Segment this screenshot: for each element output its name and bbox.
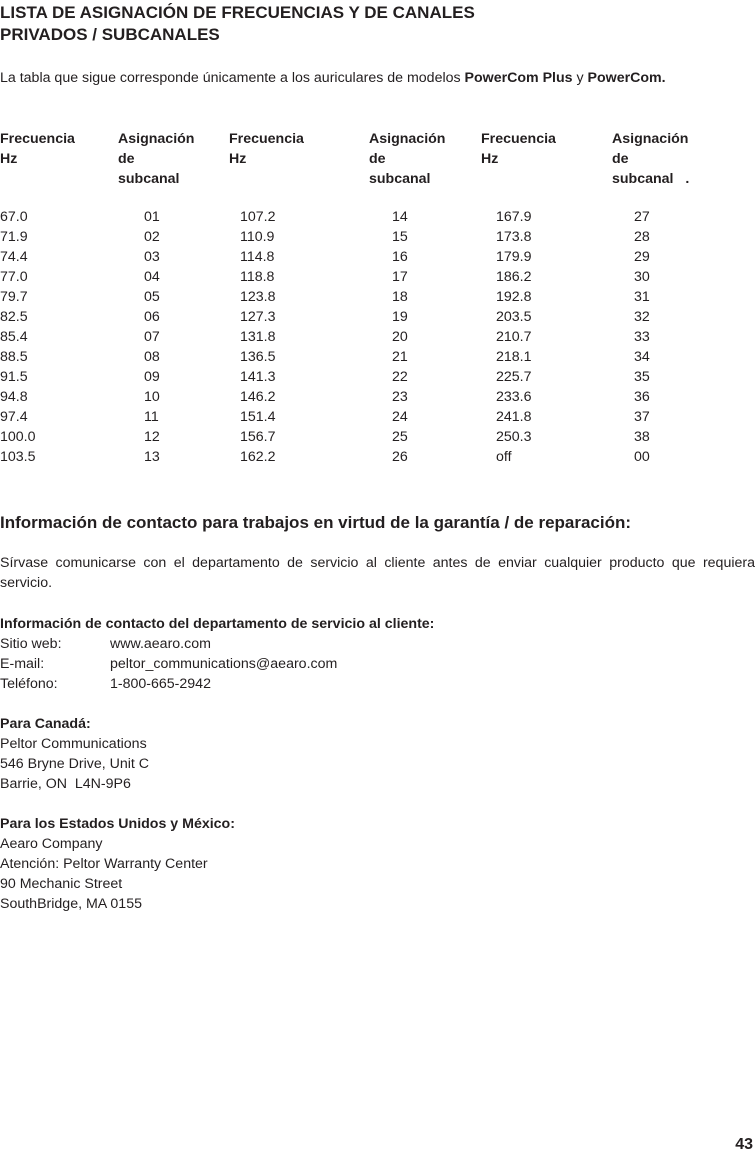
table-cell: 11 bbox=[144, 409, 159, 425]
table-cell: 19 bbox=[392, 309, 408, 325]
table-cell: 04 bbox=[144, 269, 160, 285]
table-cell: 173.8 bbox=[496, 229, 532, 245]
table-cell: 77.0 bbox=[0, 269, 28, 285]
usa-address-block bbox=[0, 814, 600, 914]
header-line: de bbox=[369, 151, 386, 167]
table-cell: 218.1 bbox=[496, 349, 532, 365]
table-cell: 14 bbox=[392, 209, 408, 225]
table-cell: 27 bbox=[634, 209, 650, 225]
table-cell: 23 bbox=[392, 389, 408, 405]
table-cell: 21 bbox=[392, 349, 408, 365]
canada-address-block bbox=[0, 714, 600, 794]
address-line: Aearo Company bbox=[0, 836, 103, 852]
table-cell: 225.7 bbox=[496, 369, 532, 385]
table-cell: 28 bbox=[634, 229, 650, 245]
header-frequency-3 bbox=[481, 129, 556, 169]
table-cell: 06 bbox=[144, 309, 160, 325]
table-cell: 36 bbox=[634, 389, 650, 405]
contact-row-website bbox=[0, 634, 600, 654]
table-cell: 67.0 bbox=[0, 209, 28, 225]
table-cell: 25 bbox=[392, 429, 408, 445]
table-cell: 179.9 bbox=[496, 249, 532, 265]
table-cell: 20 bbox=[392, 329, 408, 345]
intro-text bbox=[0, 68, 755, 88]
header-line: Hz bbox=[229, 151, 247, 167]
table-cell: 30 bbox=[634, 269, 650, 285]
column-subchannel-3 bbox=[634, 207, 650, 467]
address-line: Peltor Communications bbox=[0, 736, 147, 752]
phone-number: 1-800-665-2942 bbox=[110, 676, 211, 692]
frequency-table bbox=[0, 129, 755, 469]
model-powercom-plus: PowerCom Plus bbox=[464, 70, 573, 86]
table-cell: 127.3 bbox=[240, 309, 276, 325]
header-line: de bbox=[612, 151, 629, 167]
table-cell: off bbox=[496, 449, 512, 465]
contact-paragraph: Sírvase comunicarse con el departamento de servicio al cliente antes de enviar cualquier producto que requiera servicio. bbox=[0, 555, 755, 591]
contact-row-phone bbox=[0, 674, 600, 694]
table-cell: 233.6 bbox=[496, 389, 532, 405]
service-contact-block bbox=[0, 614, 600, 694]
contact-key: Teléfono: bbox=[0, 676, 58, 692]
contact-key: Sitio web: bbox=[0, 636, 62, 652]
table-cell: 162.2 bbox=[240, 449, 276, 465]
table-cell: 13 bbox=[144, 449, 160, 465]
table-cell: 192.8 bbox=[496, 289, 532, 305]
table-cell: 00 bbox=[634, 449, 650, 465]
usa-label: Para los Estados Unidos y México: bbox=[0, 816, 235, 832]
column-frequency-2 bbox=[240, 207, 276, 467]
table-cell: 74.4 bbox=[0, 249, 28, 265]
table-cell: 34 bbox=[634, 349, 650, 365]
table-cell: 114.8 bbox=[240, 249, 275, 265]
table-cell: 12 bbox=[144, 429, 160, 445]
column-frequency-1 bbox=[0, 207, 36, 467]
table-cell: 203.5 bbox=[496, 309, 532, 325]
header-line: Hz bbox=[0, 151, 18, 167]
header-line: subcanal . bbox=[612, 171, 690, 187]
table-cell: 35 bbox=[634, 369, 650, 385]
table-cell: 79.7 bbox=[0, 289, 28, 305]
table-cell: 88.5 bbox=[0, 349, 28, 365]
page-number: 43 bbox=[735, 1136, 753, 1153]
column-frequency-3 bbox=[496, 207, 532, 467]
table-cell: 167.9 bbox=[496, 209, 532, 225]
table-cell: 151.4 bbox=[240, 409, 276, 425]
table-cell: 16 bbox=[392, 249, 408, 265]
table-cell: 94.8 bbox=[0, 389, 28, 405]
column-subchannel-1 bbox=[144, 207, 160, 467]
contact-heading: Información de contacto para trabajos en virtud de la garantía / de reparación: bbox=[0, 513, 632, 532]
table-cell: 31 bbox=[634, 289, 650, 305]
table-cell: 136.5 bbox=[240, 349, 276, 365]
table-cell: 100.0 bbox=[0, 429, 36, 445]
table-cell: 17 bbox=[392, 269, 408, 285]
table-cell: 01 bbox=[144, 209, 160, 225]
table-cell: 08 bbox=[144, 349, 160, 365]
title-line-2: PRIVADOS / SUBCANALES bbox=[0, 25, 220, 44]
header-line: de bbox=[118, 151, 135, 167]
table-cell: 09 bbox=[144, 369, 160, 385]
table-cell: 15 bbox=[392, 229, 408, 245]
table-cell: 123.8 bbox=[240, 289, 276, 305]
model-powercom: PowerCom. bbox=[587, 70, 666, 86]
table-cell: 241.8 bbox=[496, 409, 532, 425]
table-cell: 02 bbox=[144, 229, 160, 245]
table-cell: 05 bbox=[144, 289, 160, 305]
table-cell: 71.9 bbox=[0, 229, 28, 245]
page-title bbox=[0, 2, 740, 46]
table-cell: 07 bbox=[144, 329, 160, 345]
table-cell: 29 bbox=[634, 249, 650, 265]
table-cell: 118.8 bbox=[240, 269, 275, 285]
header-line: Hz bbox=[481, 151, 499, 167]
header-subchannel-3 bbox=[612, 129, 689, 189]
table-cell: 103.5 bbox=[0, 449, 36, 465]
table-cell: 141.3 bbox=[240, 369, 276, 385]
table-cell: 85.4 bbox=[0, 329, 28, 345]
table-cell: 18 bbox=[392, 289, 408, 305]
table-cell: 186.2 bbox=[496, 269, 532, 285]
table-cell: 33 bbox=[634, 329, 650, 345]
header-line: Frecuencia bbox=[481, 131, 556, 147]
table-cell: 97.4 bbox=[0, 409, 28, 425]
table-cell: 24 bbox=[392, 409, 408, 425]
address-line: 546 Bryne Drive, Unit C bbox=[0, 756, 150, 772]
table-cell: 32 bbox=[634, 309, 650, 325]
header-frequency-2 bbox=[229, 129, 304, 169]
address-line: 90 Mechanic Street bbox=[0, 876, 123, 892]
header-subchannel-2 bbox=[369, 129, 445, 189]
table-cell: 91.5 bbox=[0, 369, 28, 385]
table-cell: 131.8 bbox=[240, 329, 276, 345]
table-cell: 10 bbox=[144, 389, 160, 405]
table-cell: 22 bbox=[392, 369, 408, 385]
header-line: Frecuencia bbox=[0, 131, 75, 147]
table-cell: 82.5 bbox=[0, 309, 28, 325]
intro-prefix: La tabla que sigue corresponde únicamente a los auriculares de modelos bbox=[0, 70, 465, 86]
intro-middle: y bbox=[572, 70, 588, 86]
table-cell: 110.9 bbox=[240, 229, 275, 245]
table-cell: 210.7 bbox=[496, 329, 532, 345]
title-line-1: LISTA DE ASIGNACIÓN DE FRECUENCIAS Y DE CANALES bbox=[0, 3, 475, 22]
table-cell: 26 bbox=[392, 449, 408, 465]
service-contact-label: Información de contacto del departamento de servicio al cliente: bbox=[0, 616, 435, 632]
table-cell: 38 bbox=[634, 429, 650, 445]
table-cell: 250.3 bbox=[496, 429, 532, 445]
table-cell: 37 bbox=[634, 409, 650, 425]
header-line: subcanal bbox=[369, 171, 431, 187]
header-line: Frecuencia bbox=[229, 131, 304, 147]
header-line: Asignación bbox=[118, 131, 195, 147]
table-cell: 146.2 bbox=[240, 389, 276, 405]
contact-key: E-mail: bbox=[0, 656, 45, 672]
header-line: Asignación bbox=[369, 131, 446, 147]
table-cell: 156.7 bbox=[240, 429, 276, 445]
email-link[interactable]: peltor_communications@aearo.com bbox=[110, 656, 338, 672]
column-subchannel-2 bbox=[392, 207, 408, 467]
header-line: subcanal bbox=[118, 171, 180, 187]
table-cell: 03 bbox=[144, 249, 160, 265]
address-line: Atención: Peltor Warranty Center bbox=[0, 856, 208, 872]
canada-label: Para Canadá: bbox=[0, 716, 91, 732]
header-frequency-1 bbox=[0, 129, 75, 169]
address-line: SouthBridge, MA 0155 bbox=[0, 896, 142, 912]
table-cell: 107.2 bbox=[240, 209, 276, 225]
website-link[interactable]: www.aearo.com bbox=[110, 636, 211, 652]
contact-row-email bbox=[0, 654, 600, 674]
header-subchannel-1 bbox=[118, 129, 194, 189]
header-line: Asignación bbox=[612, 131, 689, 147]
address-line: Barrie, ON L4N-9P6 bbox=[0, 776, 131, 792]
